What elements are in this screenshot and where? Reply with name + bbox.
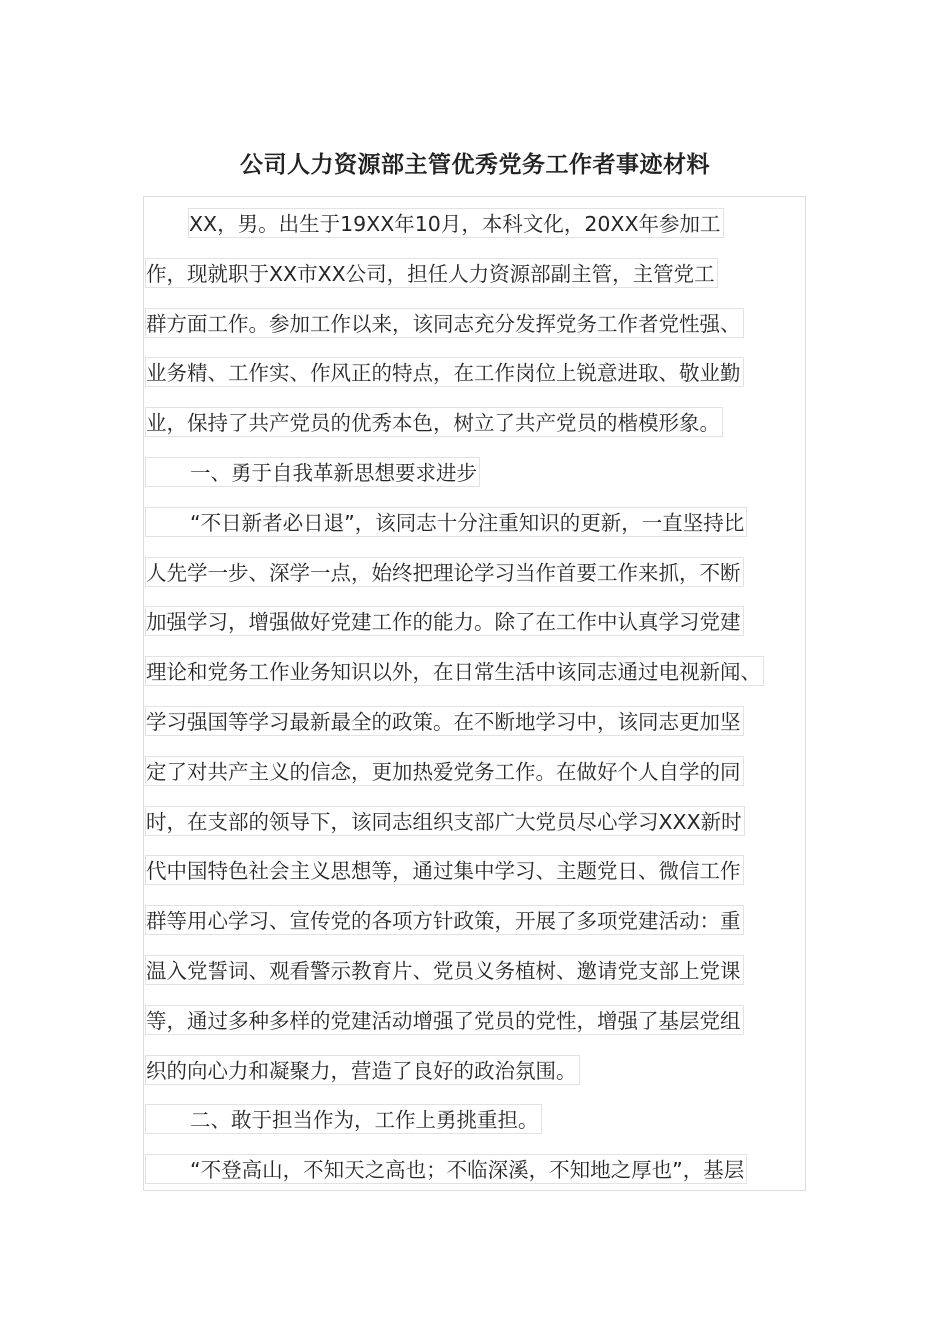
text-line: “不日新者必日退”，该同志十分注重知识的更新，一直坚持比 [145,507,747,537]
document-title: 公司人力资源部主管优秀党务工作者事迹材料 [240,152,710,178]
text-line: 温入党誓词、观看警示教育片、党员义务植树、邀请党支部上党课 [145,955,744,985]
text-line: “不登高山，不知天之高也；不临深溪，不知地之厚也”，基层 [145,1154,747,1184]
section-heading: 一、勇于自我革新思想要求进步 [145,457,480,487]
text-line: 定了对共产主义的信念，更加热爱党务工作。在做好个人自学的同 [145,756,744,786]
text-line: 作，现就职于XX市XX公司，担任人力资源部副主管，主管党工 [145,258,718,288]
text-line: 时，在支部的领导下，该同志组织支部广大党员尽心学习XXX新时 [145,806,745,836]
text-line: 业，保持了共产党员的优秀本色，树立了共产党员的楷模形象。 [145,407,723,437]
text-line: 等，通过多种多样的党建活动增强了党员的党性，增强了基层党组 [145,1005,744,1035]
text-line: 群等用心学习、宣传党的各项方针政策，开展了多项党建活动：重 [145,905,744,935]
section-heading: 二、敢于担当作为，工作上勇挑重担。 [145,1104,542,1134]
text-line: 群方面工作。参加工作以来，该同志充分发挥党务工作者党性强、 [145,308,744,338]
text-line: 学习强国等学习最新最全的政策。在不断地学习中，该同志更加坚 [145,706,744,736]
text-line: 织的向心力和凝聚力，营造了良好的政治氛围。 [145,1055,580,1085]
text-line: 代中国特色社会主义思想等，通过集中学习、主题党日、微信工作 [145,855,744,885]
text-line: XX，男。出生于19XX年10月，本科文化，20XX年参加工 [188,208,724,238]
text-line: 人先学一步、深学一点，始终把理论学习当作首要工作来抓，不断 [145,557,744,587]
text-line: 理论和党务工作业务知识以外，在日常生活中该同志通过电视新闻、 [145,656,764,686]
text-frame [143,196,806,1191]
text-line: 业务精、工作实、作风正的特点，在工作岗位上锐意进取、敬业勤 [145,357,744,387]
text-line: 加强学习，增强做好党建工作的能力。除了在工作中认真学习党建 [145,606,744,636]
